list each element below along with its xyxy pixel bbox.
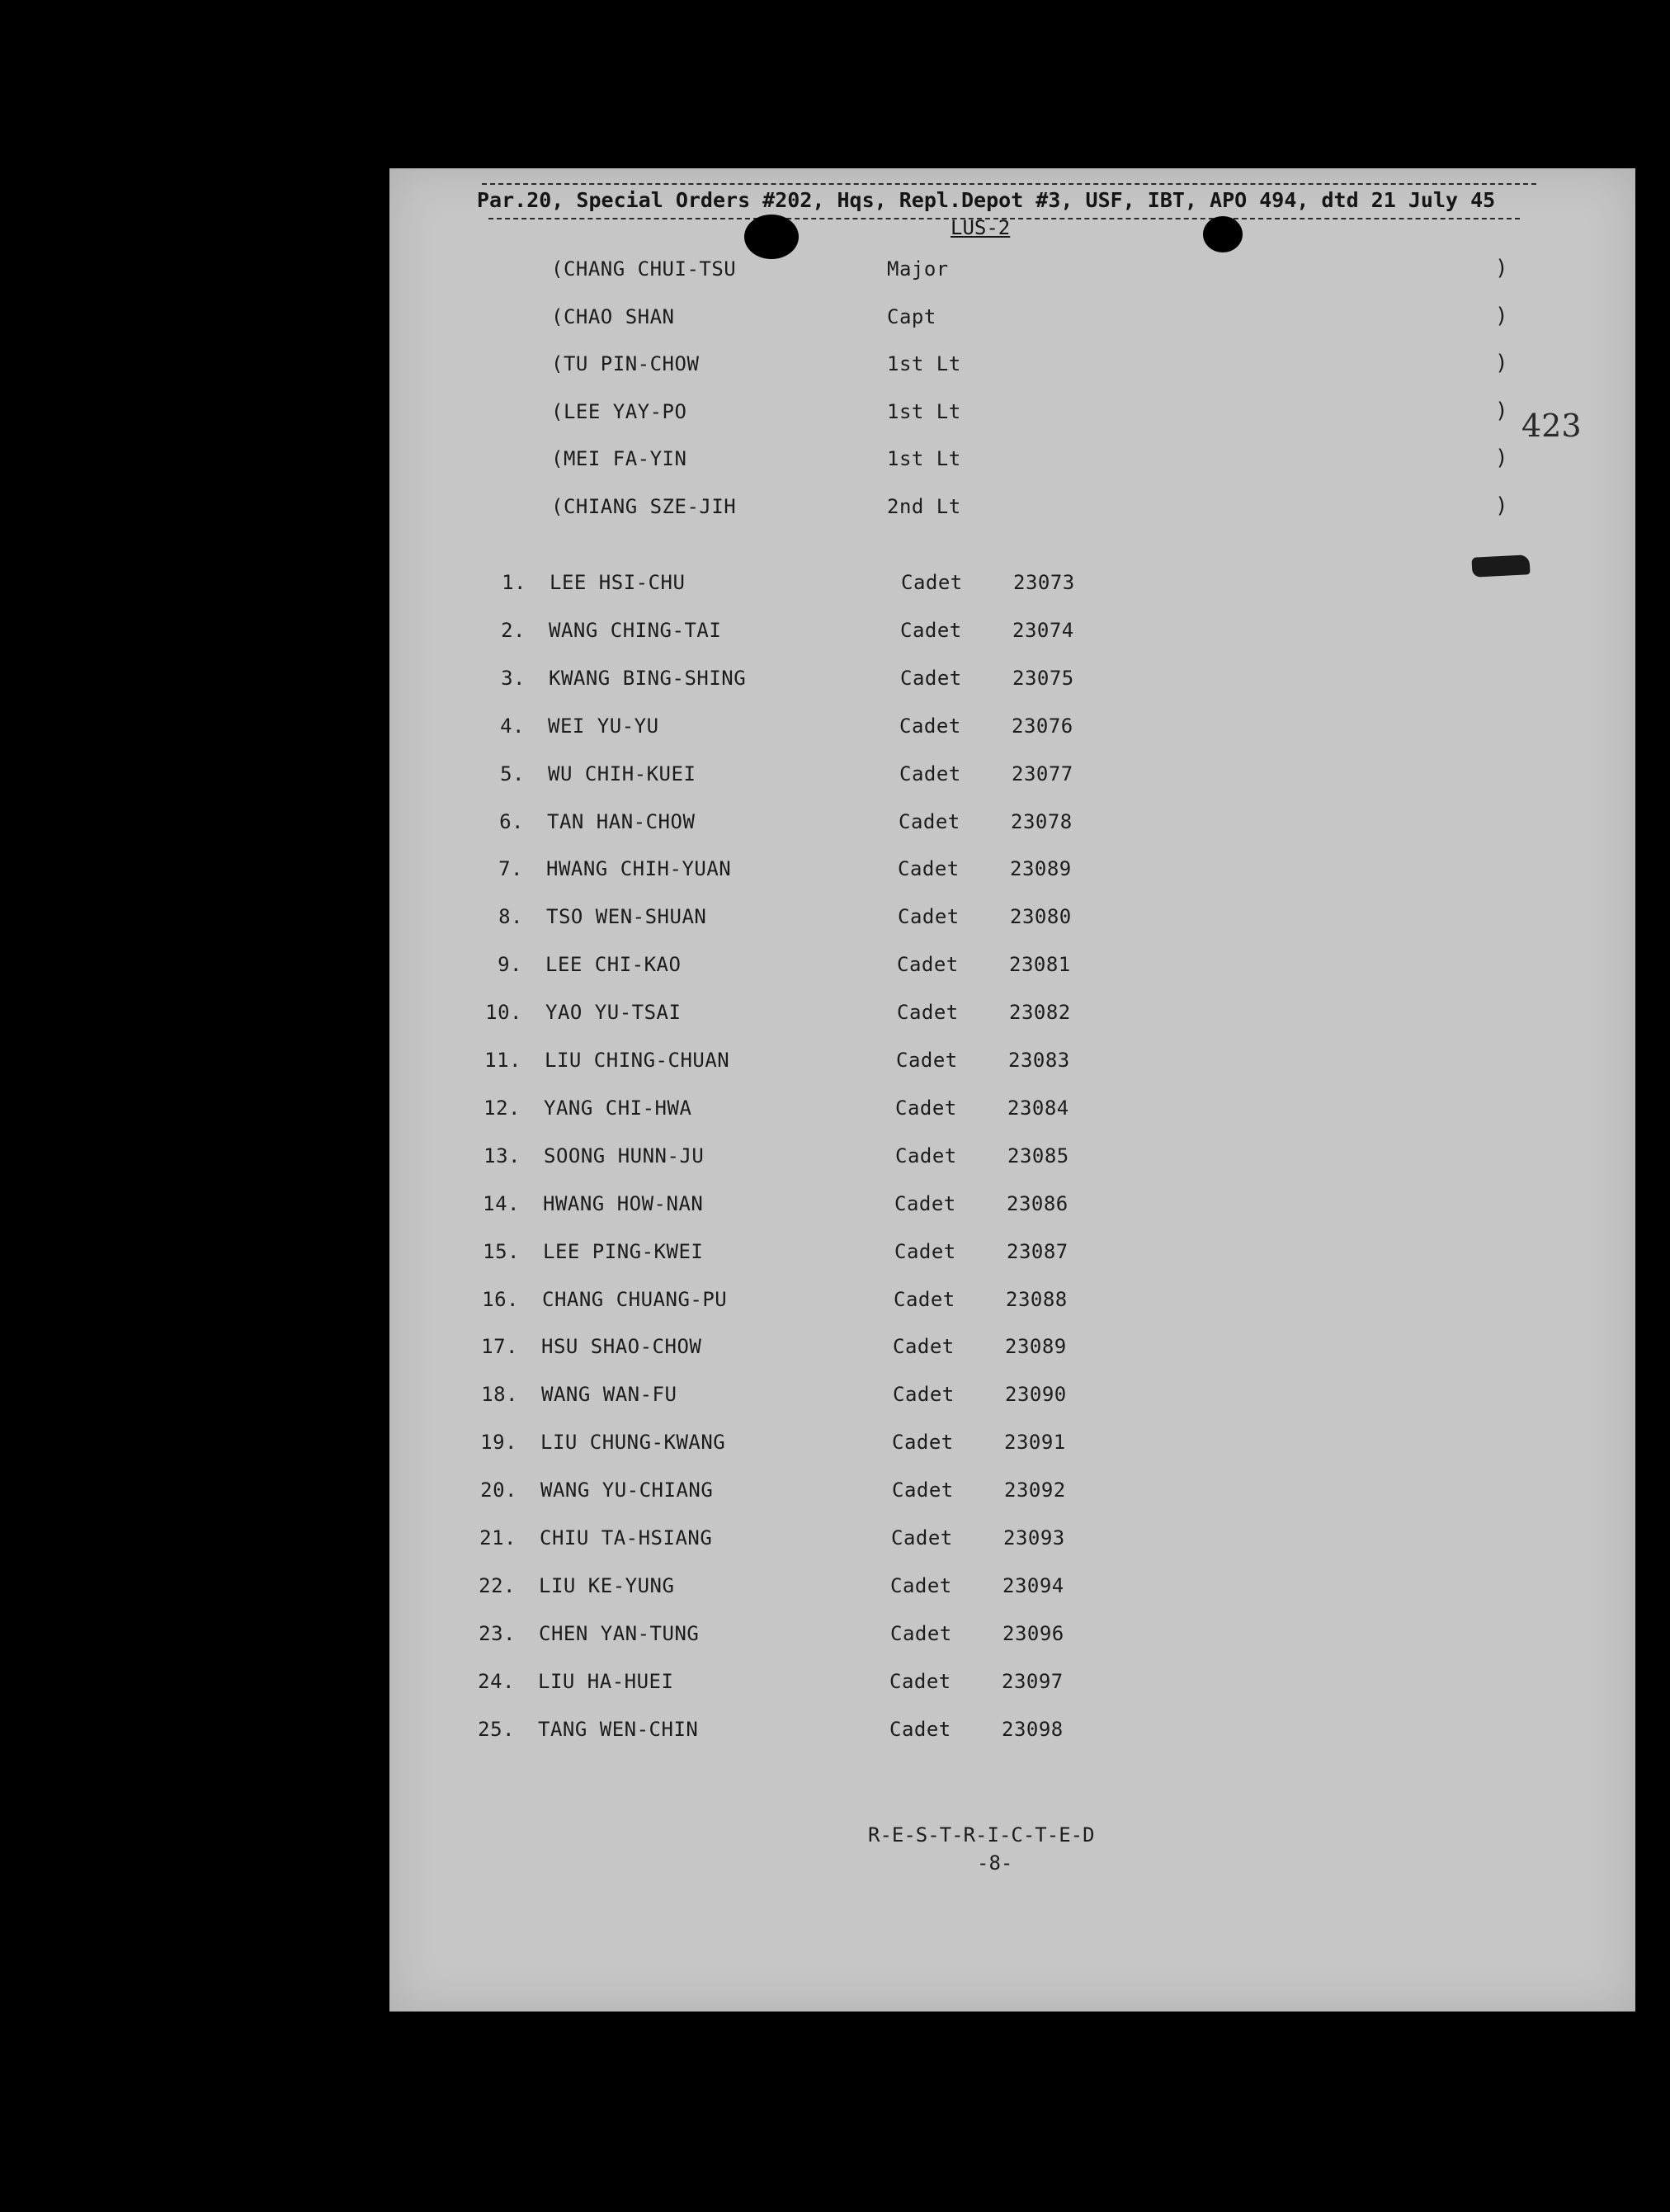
cadet-name: CHANG CHUANG-PU — [542, 1287, 728, 1311]
punch-hole-right — [1203, 216, 1243, 252]
cadet-number: 8. — [498, 905, 523, 929]
cadet-serial: 23091 — [1004, 1431, 1066, 1455]
cadet-number: 3. — [501, 666, 526, 690]
cadet-rank: Cadet — [894, 1287, 955, 1311]
cadet-number: 5. — [500, 762, 525, 785]
header-dash-line-top — [482, 183, 1536, 185]
cadet-serial: 23094 — [1002, 1573, 1064, 1597]
closing-bracket: ) — [1495, 398, 1508, 423]
cadet-name: HWANG HOW-NAN — [543, 1191, 704, 1215]
cadet-rank: Cadet — [900, 666, 962, 690]
cadet-name: WANG YU-CHIANG — [540, 1479, 714, 1502]
cadet-rank: Cadet — [893, 1335, 955, 1359]
cadet-name: WANG CHING-TAI — [549, 618, 722, 642]
cadet-rank: Cadet — [900, 618, 962, 642]
officer-rank: 2nd Lt — [887, 495, 961, 518]
cadet-number: 14. — [483, 1191, 520, 1215]
cadet-rank: Cadet — [893, 1383, 955, 1407]
cadet-serial: 23082 — [1009, 1001, 1071, 1025]
cadet-serial: 23090 — [1005, 1383, 1067, 1407]
ink-smudge — [1471, 554, 1530, 578]
cadet-serial: 23093 — [1003, 1526, 1065, 1549]
cadet-name: WANG WAN-FU — [541, 1383, 677, 1407]
cadet-rank: Cadet — [896, 1049, 958, 1072]
cadet-name: LEE CHI-KAO — [545, 953, 682, 977]
cadet-number: 10. — [485, 1001, 522, 1025]
cadet-serial: 23074 — [1012, 618, 1074, 642]
cadet-rank: Cadet — [892, 1479, 954, 1502]
officer-name: (LEE YAY-PO — [551, 399, 687, 423]
cadet-name: HSU SHAO-CHOW — [541, 1335, 702, 1359]
closing-bracket: ) — [1495, 256, 1508, 281]
cadet-rank: Cadet — [889, 1717, 951, 1741]
cadet-number: 20. — [480, 1479, 517, 1502]
officer-name: (CHANG CHUI-TSU — [551, 257, 737, 281]
cadet-rank: Cadet — [898, 857, 960, 881]
closing-bracket: ) — [1495, 351, 1508, 376]
order-subheader: LUS-2 — [951, 216, 1011, 239]
closing-bracket: ) — [1495, 493, 1508, 518]
cadet-serial: 23085 — [1007, 1144, 1069, 1167]
cadet-number: 12. — [484, 1096, 521, 1120]
cadet-rank: Cadet — [897, 1001, 959, 1025]
cadet-name: YANG CHI-HWA — [544, 1096, 692, 1120]
officer-name: (CHAO SHAN — [551, 304, 675, 328]
cadet-number: 6. — [499, 809, 524, 833]
cadet-rank: Cadet — [894, 1239, 956, 1263]
classification-footer: R-E-S-T-R-I-C-T-E-D — [868, 1823, 1095, 1846]
cadet-serial: 23075 — [1012, 666, 1074, 690]
cadet-number: 25. — [478, 1717, 515, 1741]
cadet-serial: 23089 — [1005, 1335, 1067, 1359]
cadet-rank: Cadet — [894, 1191, 956, 1215]
page-number: -8- — [977, 1851, 1013, 1875]
cadet-name: WU CHIH-KUEI — [548, 762, 696, 785]
officer-rank: Major — [887, 257, 949, 281]
cadet-rank: Cadet — [895, 1096, 957, 1120]
cadet-number: 4. — [500, 714, 525, 738]
cadet-serial: 23098 — [1002, 1717, 1064, 1741]
cadet-serial: 23088 — [1006, 1287, 1068, 1311]
officer-rank: 1st Lt — [887, 399, 961, 423]
cadet-number: 2. — [501, 618, 526, 642]
cadet-number: 16. — [482, 1287, 519, 1311]
officer-name: (TU PIN-CHOW — [551, 352, 700, 376]
cadet-name: LIU KE-YUNG — [539, 1573, 675, 1597]
cadet-serial: 23092 — [1004, 1479, 1066, 1502]
cadet-name: LEE HSI-CHU — [550, 571, 686, 594]
officer-name: (MEI FA-YIN — [551, 447, 687, 471]
closing-bracket: ) — [1495, 303, 1508, 328]
cadet-rank: Cadet — [898, 905, 960, 929]
cadet-number: 13. — [484, 1144, 521, 1167]
cadet-number: 22. — [479, 1573, 516, 1597]
cadet-rank: Cadet — [891, 1526, 953, 1549]
cadet-number: 21. — [479, 1526, 517, 1549]
cadet-rank: Cadet — [890, 1621, 952, 1645]
cadet-number: 15. — [483, 1239, 520, 1263]
cadet-serial: 23081 — [1009, 953, 1071, 977]
cadet-serial: 23096 — [1002, 1621, 1064, 1645]
cadet-rank: Cadet — [899, 762, 961, 785]
cadet-rank: Cadet — [901, 571, 963, 594]
cadet-name: TSO WEN-SHUAN — [546, 905, 707, 929]
document-page — [389, 168, 1635, 2012]
cadet-name: TANG WEN-CHIN — [538, 1717, 699, 1741]
cadet-number: 7. — [498, 857, 523, 881]
cadet-name: YAO YU-TSAI — [545, 1001, 682, 1025]
cadet-serial: 23078 — [1011, 809, 1073, 833]
cadet-number: 18. — [481, 1383, 518, 1407]
cadet-rank: Cadet — [892, 1431, 954, 1455]
cadet-rank: Cadet — [889, 1669, 951, 1693]
cadet-rank: Cadet — [899, 714, 961, 738]
stamp-number: 423 — [1521, 408, 1582, 444]
cadet-serial: 23087 — [1007, 1239, 1069, 1263]
cadet-rank: Cadet — [897, 953, 959, 977]
cadet-name: TAN HAN-CHOW — [547, 809, 696, 833]
cadet-name: WEI YU-YU — [548, 714, 659, 738]
cadet-rank: Cadet — [890, 1573, 952, 1597]
punch-hole-left — [744, 215, 799, 259]
cadet-name: HWANG CHIH-YUAN — [546, 857, 732, 881]
cadet-serial: 23086 — [1007, 1191, 1069, 1215]
cadet-name: CHEN YAN-TUNG — [539, 1621, 700, 1645]
cadet-serial: 23080 — [1010, 905, 1072, 929]
cadet-name: LIU CHING-CHUAN — [545, 1049, 730, 1072]
cadet-number: 23. — [479, 1621, 516, 1645]
cadet-serial: 23073 — [1013, 571, 1075, 594]
closing-bracket: ) — [1495, 446, 1508, 471]
cadet-name: LIU CHUNG-KWANG — [540, 1431, 726, 1455]
cadet-name: LEE PING-KWEI — [543, 1239, 704, 1263]
cadet-number: 9. — [498, 953, 522, 977]
cadet-number: 24. — [478, 1669, 515, 1693]
cadet-name: CHIU TA-HSIANG — [540, 1526, 713, 1549]
cadet-number: 1. — [502, 571, 526, 594]
cadet-number: 19. — [480, 1431, 517, 1455]
cadet-serial: 23089 — [1010, 857, 1072, 881]
cadet-name: SOONG HUNN-JU — [544, 1144, 705, 1167]
officer-name: (CHIANG SZE-JIH — [551, 495, 737, 518]
officer-rank: 1st Lt — [887, 447, 961, 471]
cadet-serial: 23083 — [1008, 1049, 1070, 1072]
cadet-name: LIU HA-HUEI — [538, 1669, 674, 1693]
cadet-number: 11. — [484, 1049, 521, 1072]
cadet-serial: 23077 — [1012, 762, 1073, 785]
cadet-name: KWANG BING-SHING — [549, 666, 747, 690]
cadet-serial: 23097 — [1002, 1669, 1064, 1693]
cadet-serial: 23076 — [1012, 714, 1073, 738]
officer-rank: Capt — [887, 304, 936, 328]
cadet-rank: Cadet — [895, 1144, 957, 1167]
cadet-number: 17. — [481, 1335, 518, 1359]
cadet-rank: Cadet — [899, 809, 960, 833]
cadet-serial: 23084 — [1007, 1096, 1069, 1120]
officer-rank: 1st Lt — [887, 352, 961, 376]
order-header: Par.20, Special Orders #202, Hqs, Repl.Depot #3, USF, IBT, APO 494, dtd 21 July 45 — [477, 188, 1496, 212]
